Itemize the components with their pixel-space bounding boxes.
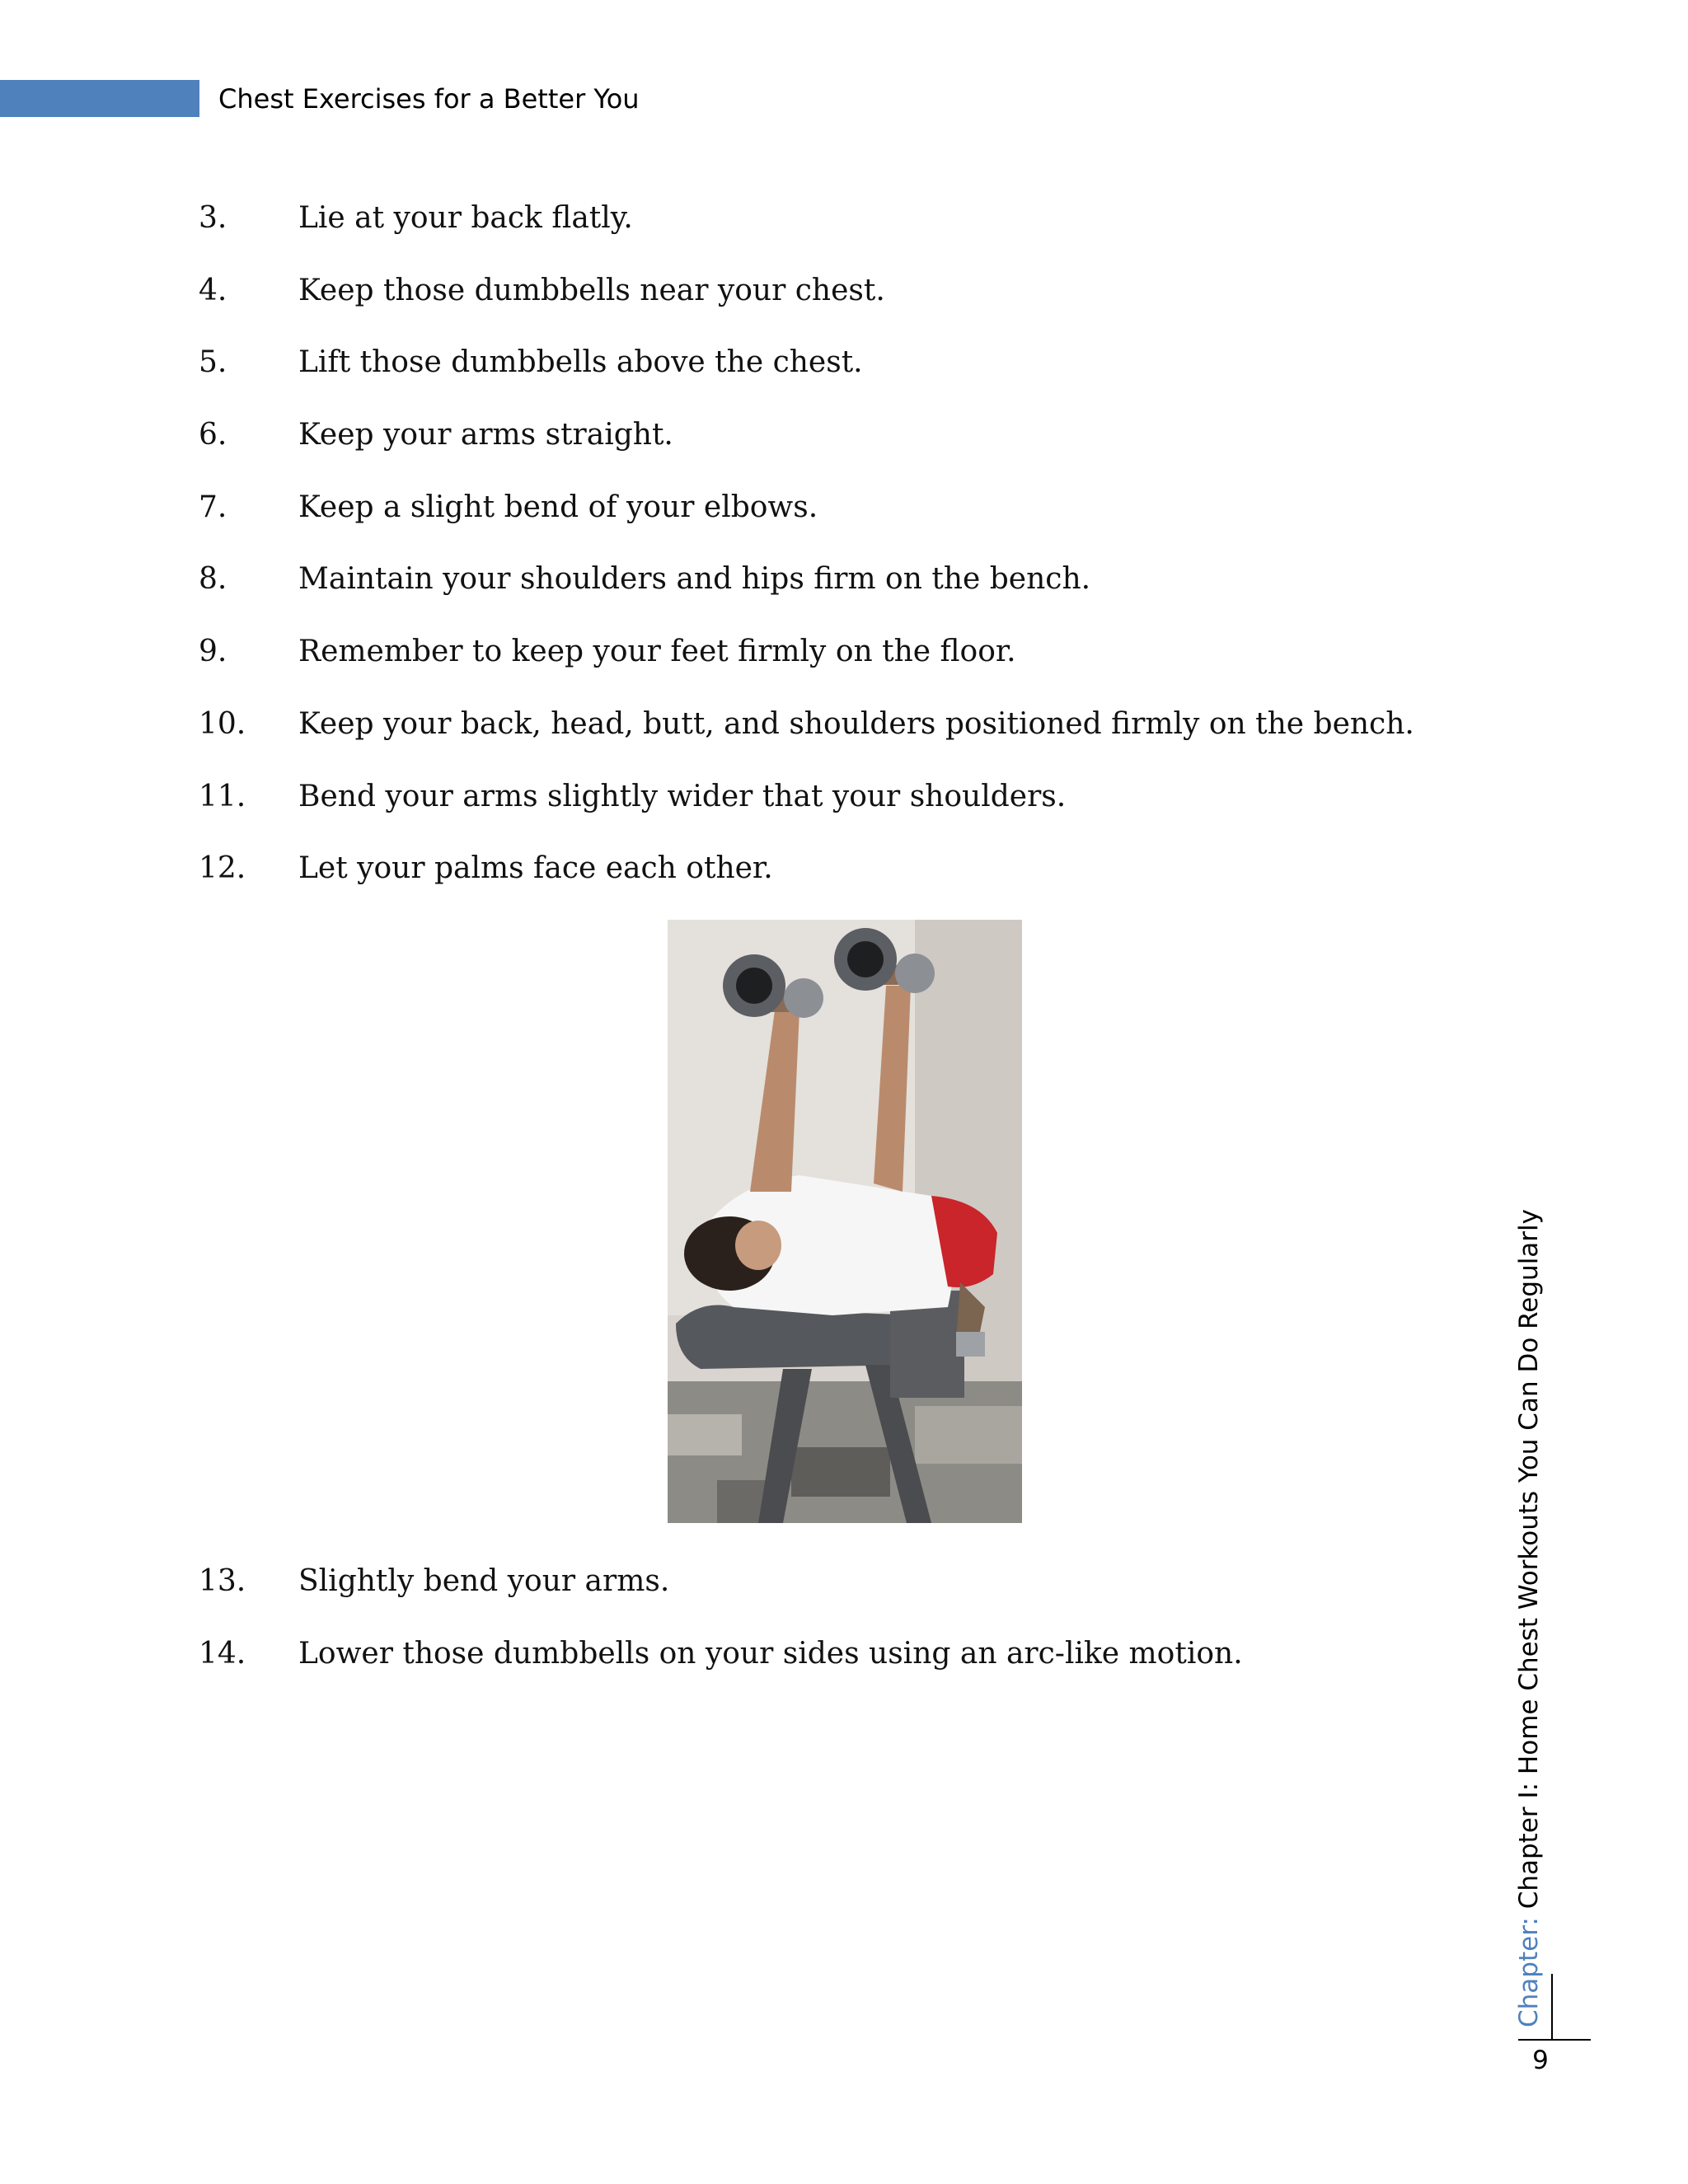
step-text: Keep your arms straight. bbox=[298, 418, 673, 452]
chapter-side-title bbox=[1508, 1209, 1550, 2027]
list-item-step-13 bbox=[199, 1557, 669, 1606]
footer-vertical-divider bbox=[1551, 1974, 1553, 2040]
step-number: 8. bbox=[199, 562, 227, 596]
step-text: Lie at your back flatly. bbox=[298, 201, 633, 235]
list-item-step-3 bbox=[199, 194, 633, 243]
list-item-step-14 bbox=[199, 1629, 1243, 1679]
chapter-title: Chapter I: Home Chest Workouts You Can Do Regularly bbox=[1514, 1208, 1544, 1918]
list-item-step-12 bbox=[199, 844, 773, 893]
step-number: 13. bbox=[199, 1564, 246, 1598]
step-number: 4. bbox=[199, 274, 227, 307]
footer-horizontal-divider bbox=[1518, 2039, 1591, 2041]
step-number: 9. bbox=[199, 635, 227, 668]
list-item-step-8 bbox=[199, 555, 1090, 604]
step-number: 12. bbox=[199, 851, 246, 885]
step-number: 7. bbox=[199, 490, 227, 524]
page-number: 9 bbox=[1532, 2046, 1549, 2075]
step-text: Maintain your shoulders and hips firm on the bench. bbox=[298, 562, 1091, 596]
list-item-step-5 bbox=[199, 338, 863, 387]
list-item-step-6 bbox=[199, 410, 673, 460]
step-text: Lift those dumbbells above the chest. bbox=[298, 345, 863, 379]
step-text: Lower those dumbbells on your sides using an arc-like motion. bbox=[298, 1637, 1243, 1671]
step-text: Remember to keep your feet firmly on the floor. bbox=[298, 635, 1016, 668]
step-text: Bend your arms slightly wider that your shoulders. bbox=[298, 780, 1067, 813]
chapter-label: Chapter: bbox=[1514, 1917, 1544, 2027]
step-number: 10. bbox=[199, 707, 246, 741]
step-text: Keep your back, head, butt, and shoulders positioned firmly on the bench. bbox=[298, 707, 1414, 741]
step-text: Slightly bend your arms. bbox=[298, 1564, 670, 1598]
step-number: 5. bbox=[199, 345, 227, 379]
step-number: 14. bbox=[199, 1637, 246, 1671]
list-item-step-4 bbox=[199, 266, 885, 316]
list-item-step-11 bbox=[199, 772, 1066, 822]
header-accent-bar bbox=[0, 80, 199, 117]
step-number: 3. bbox=[199, 201, 227, 235]
dumbbell-fly-photo bbox=[668, 920, 1022, 1523]
step-text: Keep those dumbbells near your chest. bbox=[298, 274, 885, 307]
list-item-step-9 bbox=[199, 627, 1016, 677]
list-item-step-10 bbox=[199, 700, 1414, 749]
step-text: Keep a slight bend of your elbows. bbox=[298, 490, 818, 524]
step-text: Let your palms face each other. bbox=[298, 851, 773, 885]
list-item-step-7 bbox=[199, 483, 818, 532]
running-header-title: Chest Exercises for a Better You bbox=[218, 83, 640, 115]
step-number: 11. bbox=[199, 780, 246, 813]
step-number: 6. bbox=[199, 418, 227, 452]
